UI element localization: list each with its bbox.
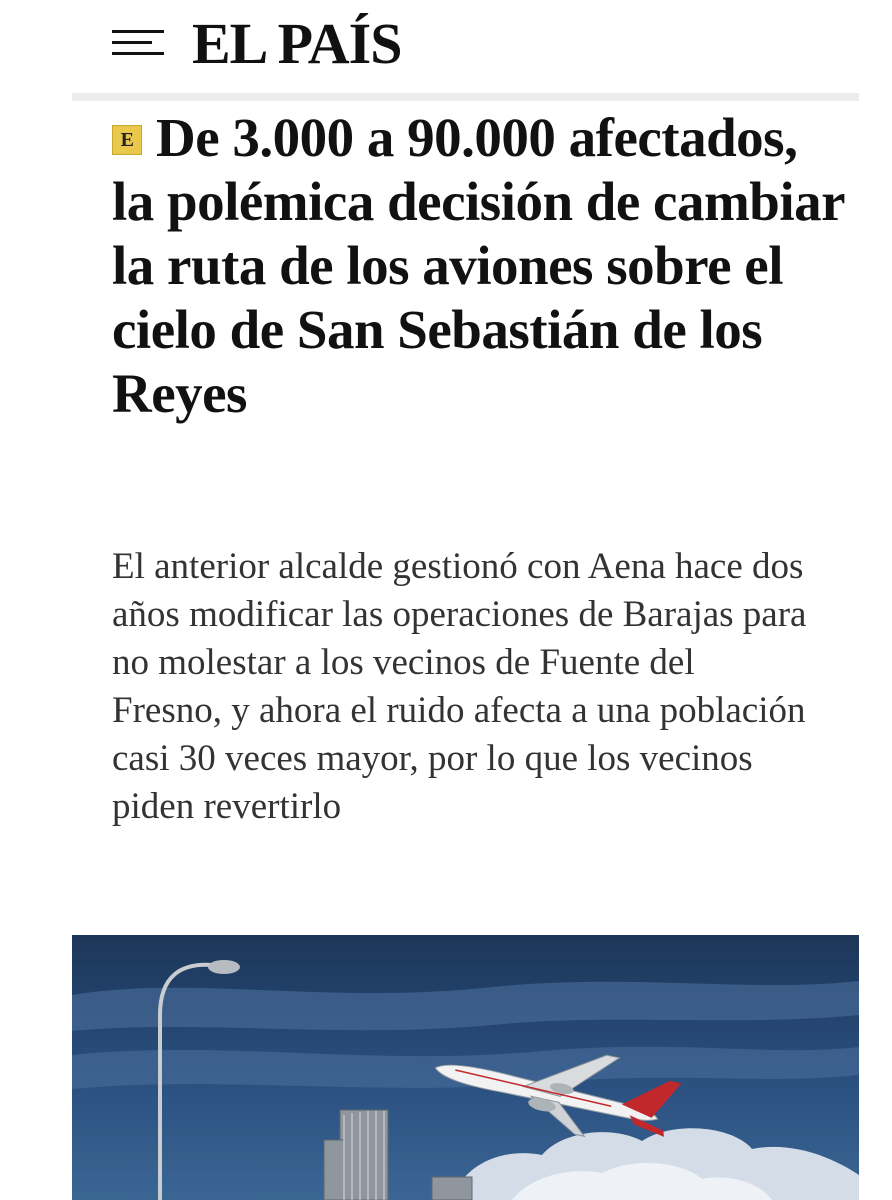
- menu-line: [112, 41, 152, 44]
- headline-text: De 3.000 a 90.000 afectados, la polémica decisión de cambiar la ruta de los aviones sobre el cielo de San Sebastián de los Reyes: [112, 107, 845, 424]
- menu-line: [112, 52, 164, 55]
- el-pais-logo[interactable]: EL PAÍS: [192, 11, 402, 76]
- hamburger-menu-icon[interactable]: [112, 28, 168, 58]
- site-header: [0, 0, 892, 92]
- headline-block: [112, 106, 852, 426]
- article-headline[interactable]: [112, 106, 852, 426]
- menu-line: [112, 30, 164, 33]
- header-divider: [72, 93, 859, 101]
- premium-e-badge-icon: E: [112, 125, 142, 155]
- photo-illustration: [72, 935, 859, 1200]
- street-lamp-head: [208, 960, 240, 974]
- article-photo[interactable]: [72, 935, 859, 1200]
- article-subheadline: El anterior alcalde gestionó con Aena hace dos años modificar las operaciones de Barajas para no molestar a los vecinos de Fuente del Fresno, y ahora el ruido afecta a una población casi 30 veces mayor, por lo que los vecinos piden revertirlo: [112, 546, 807, 827]
